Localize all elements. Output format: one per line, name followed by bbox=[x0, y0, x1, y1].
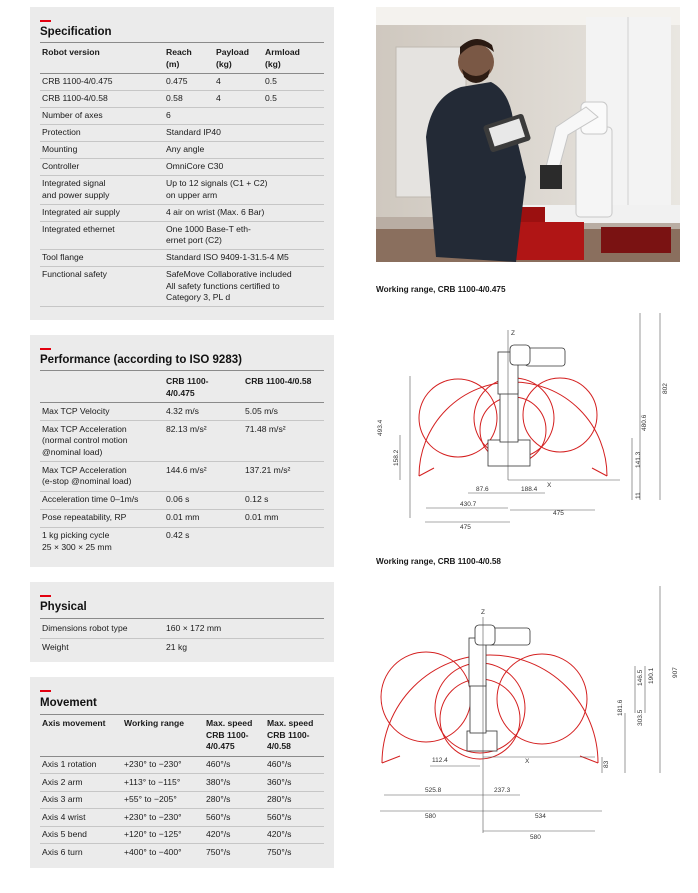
dim-534: 534 bbox=[535, 813, 546, 820]
table-cell: Standard IP40 bbox=[166, 127, 221, 137]
table-cell: 280°/s bbox=[206, 794, 231, 804]
dim-141-3: 141.3 bbox=[635, 451, 642, 468]
table-cell: 137.21 m/s² bbox=[245, 464, 291, 475]
dim-188-4: 188.4 bbox=[521, 486, 538, 493]
table-cell: Number of axes bbox=[42, 110, 103, 120]
table-cell: 460°/s bbox=[206, 759, 231, 769]
dim-493-4: 493.4 bbox=[377, 419, 384, 436]
x-axis-label: X bbox=[525, 758, 530, 765]
table-cell: Max TCP Acceleration (e-stop @nominal load) bbox=[42, 464, 132, 486]
row-divider bbox=[40, 221, 324, 222]
table-cell: OmniCore C30 bbox=[166, 161, 224, 171]
table-cell: 0.42 s bbox=[166, 530, 190, 540]
table-cell: One 1000 Base-T eth- ernet port (C2) bbox=[166, 223, 251, 245]
table-cell: 460°/s bbox=[267, 759, 292, 769]
column-header: Reach (m) bbox=[166, 47, 192, 69]
row-divider bbox=[40, 249, 324, 250]
table-cell: 0.01 mm bbox=[166, 512, 200, 522]
dim-907: 907 bbox=[672, 667, 679, 678]
table-cell: Acceleration time 0–1m/s bbox=[42, 494, 139, 504]
row-divider bbox=[40, 791, 324, 792]
table-cell: 6 bbox=[166, 110, 171, 120]
table-cell: Mounting bbox=[42, 144, 78, 154]
column-header: Max. speed CRB 1100- 4/0.58 bbox=[267, 718, 314, 751]
row-divider bbox=[40, 826, 324, 827]
column-header: Payload (kg) bbox=[216, 47, 249, 69]
dim-430-7: 430.7 bbox=[460, 501, 477, 508]
physical-title: Physical bbox=[40, 601, 87, 613]
table-cell: 82.13 m/s² bbox=[166, 423, 207, 434]
table-cell: +230° to −230° bbox=[124, 811, 182, 822]
table-cell: Axis 6 turn bbox=[42, 846, 83, 857]
table-cell: 420°/s bbox=[267, 829, 292, 839]
row-divider bbox=[40, 756, 324, 757]
table-cell: 0.12 s bbox=[245, 494, 269, 504]
table-cell: 0.58 bbox=[166, 93, 183, 103]
table-cell: Axis 1 rotation bbox=[42, 759, 97, 769]
dim-475-right: 475 bbox=[553, 510, 564, 517]
column-header: CRB 1100- 4/0.475 bbox=[166, 376, 209, 398]
table-cell: 0.475 bbox=[166, 76, 188, 86]
robot-photo-illustration bbox=[376, 7, 680, 262]
table-cell: Dimensions robot type bbox=[42, 623, 128, 633]
dim-190-1: 190.1 bbox=[648, 667, 655, 684]
row-divider bbox=[40, 306, 324, 307]
dim-237-3: 237.3 bbox=[494, 787, 511, 794]
table-cell: 4 air on wrist (Max. 6 Bar) bbox=[166, 206, 265, 217]
column-header: Working range bbox=[124, 718, 185, 728]
dim-303-5: 303.5 bbox=[637, 709, 644, 726]
table-cell: 0.5 bbox=[265, 76, 277, 86]
row-divider bbox=[40, 420, 324, 421]
divider bbox=[40, 618, 324, 619]
row-divider bbox=[40, 808, 324, 809]
performance-panel bbox=[30, 335, 334, 567]
table-cell: 750°/s bbox=[206, 846, 231, 857]
table-cell: Integrated ethernet bbox=[42, 223, 115, 234]
table-cell: 71.48 m/s² bbox=[245, 423, 286, 434]
accent-bar bbox=[40, 20, 51, 22]
table-cell: +230° to −230° bbox=[124, 759, 182, 769]
divider bbox=[40, 42, 324, 43]
table-cell: Up to 12 signals (C1 + C2) on upper arm bbox=[166, 178, 268, 200]
table-cell: 160 × 172 mm bbox=[166, 623, 222, 633]
table-cell: 280°/s bbox=[267, 794, 292, 804]
x-axis-label: X bbox=[547, 482, 552, 489]
specification-title: Specification bbox=[40, 26, 112, 38]
z-axis-label: Z bbox=[481, 609, 485, 616]
table-cell: Functional safety bbox=[42, 269, 107, 279]
dim-11: 11 bbox=[635, 492, 642, 499]
column-header: Armload (kg) bbox=[265, 47, 300, 69]
table-cell: Axis 4 wrist bbox=[42, 811, 86, 822]
accent-bar bbox=[40, 690, 51, 692]
table-cell: 560°/s bbox=[267, 811, 292, 822]
table-cell: Protection bbox=[42, 127, 81, 137]
row-divider bbox=[40, 402, 324, 403]
table-cell: 0.5 bbox=[265, 93, 277, 103]
divider bbox=[40, 370, 324, 371]
table-cell: Tool flange bbox=[42, 252, 84, 262]
table-cell: Integrated air supply bbox=[42, 206, 120, 217]
table-cell: 0.01 mm bbox=[245, 512, 279, 522]
dim-112-4: 112.4 bbox=[432, 757, 448, 764]
table-cell: CRB 1100-4/0.475 bbox=[42, 76, 113, 86]
table-cell: Any angle bbox=[166, 144, 205, 154]
dimension-labels bbox=[425, 609, 679, 841]
table-cell: 1 kg picking cycle 25 × 300 × 25 mm bbox=[42, 530, 112, 552]
dim-87-6: 87.6 bbox=[476, 486, 489, 493]
movement-title: Movement bbox=[40, 697, 97, 709]
table-cell: Axis 3 arm bbox=[42, 794, 83, 804]
row-divider bbox=[40, 73, 324, 74]
row-divider bbox=[40, 461, 324, 462]
table-cell: Integrated signal and power supply bbox=[42, 178, 110, 200]
table-cell: 144.6 m/s² bbox=[166, 464, 207, 475]
movement-panel bbox=[30, 677, 334, 868]
physical-panel bbox=[30, 582, 334, 662]
table-cell: 380°/s bbox=[206, 776, 231, 787]
table-cell: Axis 2 arm bbox=[42, 776, 83, 787]
specification-panel bbox=[30, 7, 334, 320]
column-header: Axis movement bbox=[42, 718, 106, 728]
row-divider bbox=[40, 843, 324, 844]
dim-802: 802 bbox=[662, 383, 669, 394]
row-divider bbox=[40, 90, 324, 91]
row-divider bbox=[40, 773, 324, 774]
table-cell: Max TCP Velocity bbox=[42, 405, 110, 416]
row-divider bbox=[40, 266, 324, 267]
divider bbox=[40, 714, 324, 715]
table-cell: Axis 5 bend bbox=[42, 829, 87, 839]
table-cell: 4 bbox=[216, 93, 221, 103]
performance-title: Performance (according to ISO 9283) bbox=[40, 354, 242, 366]
table-cell: Weight bbox=[42, 641, 69, 652]
table-cell: Standard ISO 9409-1-31.5-4 M5 bbox=[166, 252, 289, 262]
dim-146-5: 146.5 bbox=[637, 669, 644, 686]
dim-580-left: 580 bbox=[425, 813, 436, 820]
column-header: Robot version bbox=[42, 47, 100, 57]
column-header: CRB 1100-4/0.58 bbox=[245, 376, 312, 386]
accent-bar bbox=[40, 348, 51, 350]
table-cell: Controller bbox=[42, 161, 80, 171]
table-cell: 560°/s bbox=[206, 811, 231, 822]
row-divider bbox=[40, 175, 324, 176]
dim-525-8: 525.8 bbox=[425, 787, 442, 794]
dim-475-left: 475 bbox=[460, 524, 471, 531]
row-divider bbox=[40, 141, 324, 142]
row-divider bbox=[40, 204, 324, 205]
dim-580-right: 580 bbox=[530, 834, 541, 841]
row-divider bbox=[40, 509, 324, 510]
table-cell: 21 kg bbox=[166, 641, 188, 652]
row-divider bbox=[40, 107, 324, 108]
accent-bar bbox=[40, 595, 51, 597]
table-cell: +120° to −125° bbox=[124, 829, 182, 839]
row-divider bbox=[40, 638, 324, 639]
table-cell: Pose repeatability, RP bbox=[42, 512, 127, 522]
table-cell: +113° to −115° bbox=[124, 776, 181, 787]
dim-480-6: 480.6 bbox=[641, 414, 648, 431]
dim-181-6: 181.6 bbox=[617, 699, 624, 716]
table-cell: 750°/s bbox=[267, 846, 292, 857]
table-cell: CRB 1100-4/0.58 bbox=[42, 93, 108, 103]
working-range-title-2: Working range, CRB 1100-4/0.58 bbox=[376, 557, 501, 566]
table-cell: 420°/s bbox=[206, 829, 231, 839]
table-cell: 0.06 s bbox=[166, 494, 190, 504]
robot-photo bbox=[376, 7, 680, 262]
row-divider bbox=[40, 158, 324, 159]
z-axis-label: Z bbox=[511, 330, 515, 337]
table-cell: 4 bbox=[216, 76, 221, 86]
dim-83: 83 bbox=[603, 760, 610, 768]
working-range-title-1: Working range, CRB 1100-4/0.475 bbox=[376, 285, 506, 294]
row-divider bbox=[40, 491, 324, 492]
table-cell: 5.05 m/s bbox=[245, 405, 278, 416]
robot-silhouette bbox=[488, 345, 565, 466]
table-cell: +55° to −205° bbox=[124, 794, 177, 804]
table-cell: 360°/s bbox=[267, 776, 292, 787]
working-range-diagram-1 bbox=[370, 300, 688, 538]
working-range-diagram-2 bbox=[370, 573, 688, 845]
column-header: Max. speed CRB 1100- 4/0.475 bbox=[206, 718, 253, 751]
table-cell: SafeMove Collaborative included All safety functions certified to Category 3, PL d bbox=[166, 269, 292, 302]
table-cell: 4.32 m/s bbox=[166, 405, 199, 416]
row-divider bbox=[40, 527, 324, 528]
dim-158-2: 158.2 bbox=[393, 449, 400, 466]
row-divider bbox=[40, 124, 324, 125]
table-cell: +400° to −400° bbox=[124, 846, 182, 857]
table-cell: Max TCP Acceleration (normal control motion @nominal load) bbox=[42, 423, 128, 457]
